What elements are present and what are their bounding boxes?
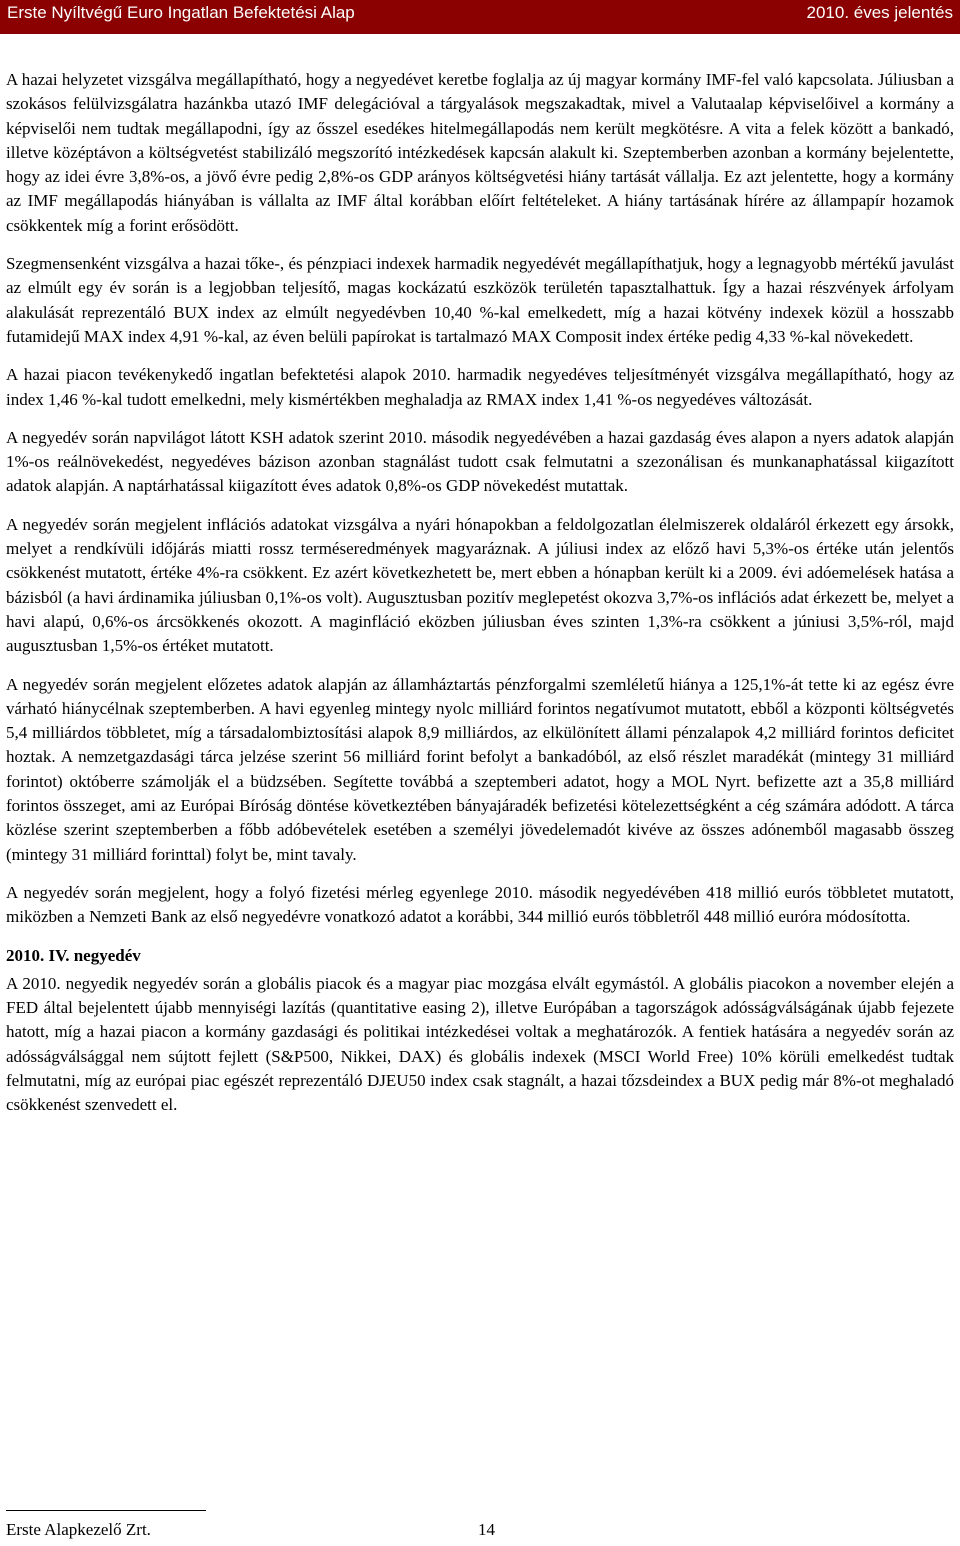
page-footer bbox=[0, 1518, 960, 1542]
paragraph-current-account: A negyedév során megjelent, hogy a folyó fizetési mérleg egyenlege 2010. második negyedévében 418 millió eurós többletet mutatott, miközben a Nemzeti Bank az első negyedévre vonatkozó adatot a korábbi, 344 millió eurós többletről 448 millió euróra módosította. bbox=[6, 882, 954, 927]
fund-title: Erste Nyíltvégű Euro Ingatlan Befektetési Alap bbox=[7, 3, 355, 22]
page-number: 14 bbox=[478, 1520, 495, 1539]
footer-divider bbox=[6, 1510, 206, 1511]
paragraph-gdp: A negyedév során napvilágot látott KSH adatok szerint 2010. második negyedévében a hazai gazdaság éves alapon a nyers adatok alapján 1%-os reálnövekedést, negyedéves bázison azonban stagnálást tudott csak felmutatni a szezonálisan és munkanaphatással kiigazított adatok alapján. A naptárhatással kiigazított éves adatok 0,8%-os GDP növekedést mutattak. bbox=[6, 427, 954, 496]
report-title: 2010. éves jelentés bbox=[806, 3, 953, 22]
footer-company: Erste Alapkezelő Zrt. bbox=[6, 1520, 151, 1539]
paragraph-indices: Szegmensenként vizsgálva a hazai tőke-, és pénzpiaci indexek harmadik negyedévét megállapíthatjuk, hogy a legnagyobb mértékű javulást az elmúlt egy év során is a legjobban teljesítő, magas kockázatú eszközök területén tapasztalhattuk. Így a hazai részvények árfolyam alakulását reprezentáló BUX index az elmúlt negyedévben 10,40 %-kal emelkedett, míg a hazai kötvény indexek közül a hosszabb futamidejű MAX index 4,91 %-kal, az éven belüli papírokat is tartalmazó MAX Composit index értéke pedig 4,33 %-kal növekedett. bbox=[6, 254, 954, 346]
section-heading: 2010. IV. negyedév bbox=[6, 945, 141, 965]
paragraph-imf: A hazai helyzetet vizsgálva megállapítható, hogy a negyedévet keretbe foglalja az új magyar kormány IMF-fel való kapcsolata. Júliusban a szokásos felülvizsgálatra hazánkba utazó IMF delegációval a tárgyalások megszakadtak, mivel a Valutaalap képviselőivel a kormány a képviselői nem tudtak megállapodni, így az ősszel esedékes hitelmegállapodás nem került megkötésre. A vita a felek között a bankadó, illetve középtávon a költségvetést stabilizáló megszorító intézkedések kapcsán alakult ki. Szeptemberben azonban a kormány bejelentette, hogy az idei évre 3,8%-os, a jövő évre pedig 2,8%-os GDP arányos költségvetési hiány tartását vállalja. Ez azt jelentette, hogy a kormány az IMF megállapodás hiányában is vállalta az IMF által korábban előírt feltételeket. A hiány tartásának hírére az állampapír hozamok csökkentek míg a forint erősödött. bbox=[6, 70, 954, 235]
paragraph-budget: A negyedév során megjelent előzetes adatok alapján az államháztartás pénzforgalmi szemléletű hiánya a 125,1%-át tette ki az egész évre várható hiánycélnak szeptemberben. A havi egyenleg mintegy nyolc milliárd forintos negatívumot mutatott, ebből a központi költségvetés 5,4 milliárdos többletet, míg a társadalombiztosítási alapok 8,9 milliárdos, az elkülönített állami pénzalapok 4,2 milliárd forintos deficitet hoztak. A nemzetgazdasági tárca jelzése szerint 56 milliárd forint befolyt a bankadóból, az első részlet maradékát (mintegy 31 milliárd forintot) októberre számolják el a büdzsében. Segítette továbbá a szeptemberi adatot, hogy a MOL Nyrt. befizette azt a 35,8 milliárd forintos összeget, ami az Európai Bíróság döntése következtében bányajáradék befizetési kötelezettségként a cég számára adódott. A tárca közlése szerint szeptemberben a főbb adóbevételek esetében a személyi jövedelemadót kivéve az összes adónemből magasabb összeg (mintegy 31 milliárd forinttal) folyt be, mint tavaly. bbox=[6, 674, 954, 864]
page-header bbox=[0, 0, 960, 34]
document-body bbox=[6, 68, 954, 1132]
paragraph-inflation: A negyedév során megjelent inflációs adatokat vizsgálva a nyári hónapokban a feldolgozatlan élelmiszerek oldaláról érkezett egy ársokk, melyet a rendkívüli időjárás miatti rossz terméseredmények magyaráznak. A júliusi index az előző havi 5,3%-os értéke után jelentős csökkenést mutatott, értéke 4%-ra csökkent. Ez azért következhetett be, mert ebben a hónapban került ki a 2009. évi adóemelések hatása a bázisból (a havi árdinamika júliusban 0,1%-os volt). Augusztusban pozitív meglepetést okozva 3,7%-os inflációs adat érkezett be, melyet a havi alapú, 0,6%-os árcsökkenés okozott. A maginfláció eközben júliusban éves szinten 1,3%-ra csökkent a júniusi 3,5%-ról, majd augusztusban 1,5%-os értéket mutatott. bbox=[6, 514, 954, 656]
paragraph-real-estate: A hazai piacon tevékenykedő ingatlan befektetési alapok 2010. harmadik negyedéves teljesítményét vizsgálva megállapítható, hogy az index 1,46 %-kal tudott emelkedni, mely kismértékben meghaladja az RMAX index 1,41 %-os negyedéves változását. bbox=[6, 365, 954, 409]
paragraph-q4: A 2010. negyedik negyedév során a globális piacok és a magyar piac mozgása elvált egymástól. A globális piacokon a november elején a FED által bejelentett újabb mennyiségi lazítás (quantitative easing 2), illetve Európában a tagországok adósságválságának újabb fejezete hatott, míg a hazai piacon a kormány gazdasági és politikai intézkedései voltak a meghatározók. A fentiek hatására a negyedév során az adósságválsággal nem sújtott fejlett (S&P500, Nikkei, DAX) és globális indexek (MSCI World Free) 10% körüli emelkedést tudtak felmutatni, míg az európai piac egészét reprezentáló DJEU50 index csak stagnált, a hazai tőzsdeindex a BUX pedig már 8%-ot meghaladó csökkenést szenvedett el. bbox=[6, 973, 954, 1115]
